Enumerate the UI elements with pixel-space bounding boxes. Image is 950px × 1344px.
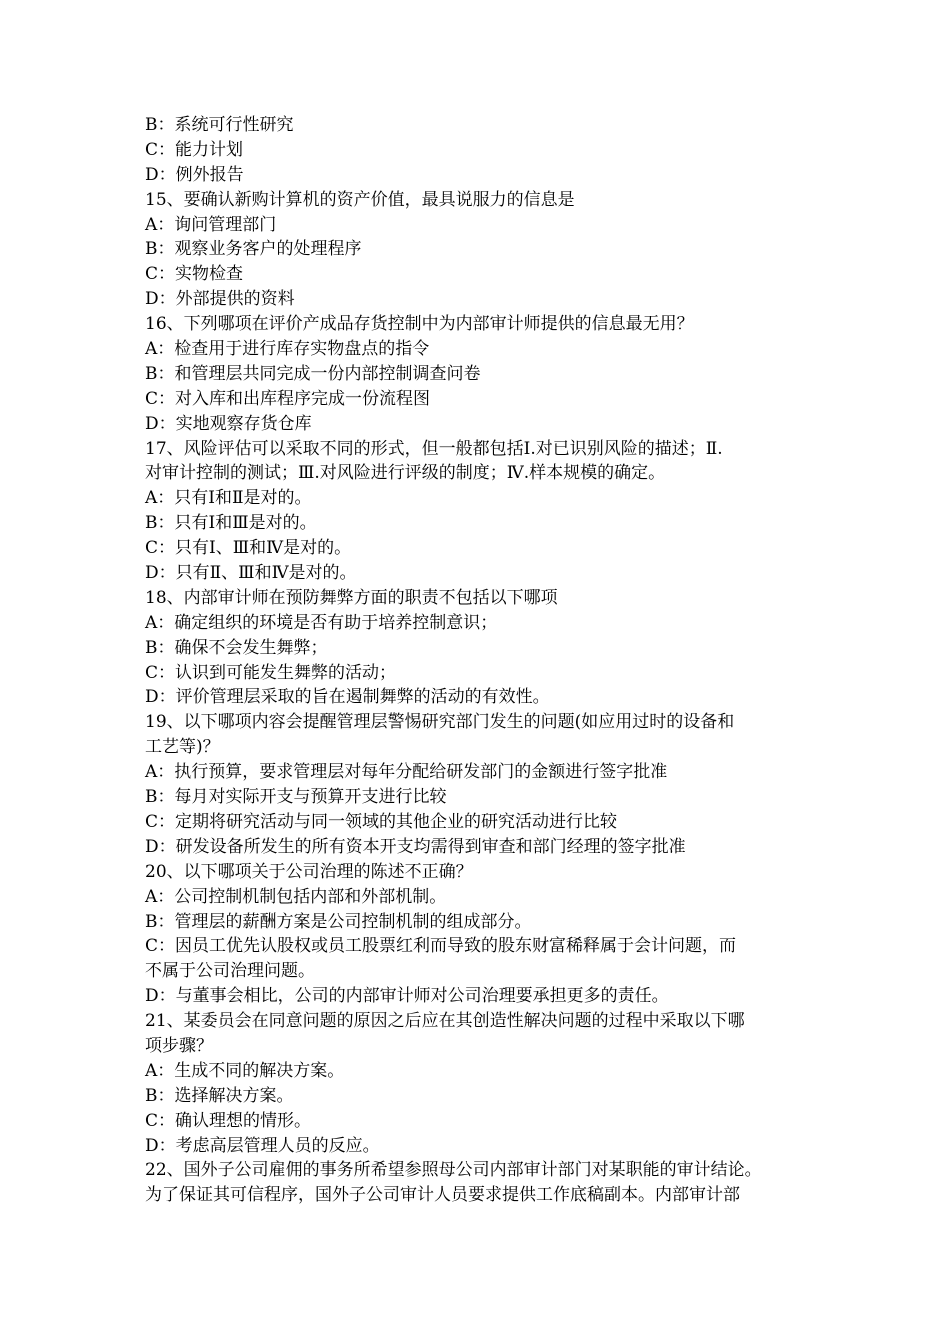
text-line: B：系统可行性研究 [145,115,294,135]
text-line: A：询问管理部门 [145,214,277,235]
text-line: 19、以下哪项内容会提醒管理层警惕研究部门发生的问题(如应用过时的设备和 [145,712,735,733]
text-line: 17、风险评估可以采取不同的形式，但一般都包括Ⅰ.对已识别风险的描述；Ⅱ. [145,438,723,459]
text-line: B：管理层的薪酬方案是公司控制机制的组成部分。 [145,911,532,932]
text-line: B：每月对实际开支与预算开支进行比较 [145,787,447,808]
text-line: A：检查用于进行库存实物盘点的指令 [145,339,430,360]
text-line: A：确定组织的环境是否有助于培养控制意识； [145,612,498,633]
text-line: A：只有Ⅰ和Ⅱ是对的。 [145,488,312,509]
text-line: B：选择解决方案。 [145,1085,294,1106]
text-line: C：认识到可能发生舞弊的活动； [145,662,397,683]
text-line: B：只有Ⅰ和Ⅲ是对的。 [145,513,317,534]
text-line: A：公司控制机制包括内部和外部机制。 [145,886,447,907]
text-line: D：例外报告 [145,164,244,185]
text-line: B：和管理层共同完成一份内部控制调查问卷 [145,363,481,384]
text-line: C：对入库和出库程序完成一份流程图 [145,388,431,409]
text-line: 不属于公司治理问题。 [145,961,315,982]
text-line: 对审计控制的测试；Ⅲ.对风险进行评级的制度；Ⅳ.样本规模的确定。 [145,463,666,484]
text-line: A：执行预算，要求管理层对每年分配给研发部门的金额进行签字批准 [145,762,668,783]
text-line: D：与董事会相比，公司的内部审计师对公司治理要承担更多的责任。 [145,986,669,1007]
text-line: A：生成不同的解决方案。 [145,1060,345,1081]
text-line: 为了保证其可信程序，国外子公司审计人员要求提供工作底稿副本。内部审计部 [145,1185,740,1206]
text-line: 20、以下哪项关于公司治理的陈述不正确？ [145,861,473,882]
text-line: B：确保不会发生舞弊； [145,637,328,658]
text-line: B：观察业务客户的处理程序 [145,239,362,260]
text-line: 22、国外子公司雇佣的事务所希望参照母公司内部审计部门对某职能的审计结论。 [145,1160,762,1181]
text-line: C：因员工优先认股权或员工股票红利而导致的股东财富稀释属于会计问题，而 [145,936,737,957]
text-line: C：实物检查 [145,264,244,285]
text-line: C：定期将研究活动与同一领域的其他企业的研究活动进行比较 [145,811,618,832]
document-body [145,113,815,1208]
text-line: D：考虑高层管理人员的反应。 [145,1135,380,1156]
text-line: 15、要确认新购计算机的资产价值，最具说服力的信息是 [145,189,575,210]
text-line: C：能力计划 [145,139,244,160]
text-line: 16、下列哪项在评价产成品存货控制中为内部审计师提供的信息最无用？ [145,314,694,335]
text-line: 项步骤？ [145,1035,213,1056]
text-line: D：只有Ⅱ、Ⅲ和Ⅳ是对的。 [145,563,357,584]
text-line: 工艺等)？ [145,737,220,758]
text-line: 18、内部审计师在预防舞弊方面的职责不包括以下哪项 [145,587,558,608]
text-line: C：只有Ⅰ、Ⅲ和Ⅳ是对的。 [145,538,352,559]
text-line: D：评价管理层采取的旨在遏制舞弊的活动的有效性。 [145,687,550,708]
text-line: D：实地观察存货仓库 [145,413,312,434]
text-line: C：确认理想的情形。 [145,1110,312,1131]
text-line: D：外部提供的资料 [145,289,295,310]
text-line: 21、某委员会在同意问题的原因之后应在其创造性解决问题的过程中采取以下哪 [145,1011,745,1032]
text-line: D：研发设备所发生的所有资本开支均需得到审查和部门经理的签字批准 [145,836,686,857]
